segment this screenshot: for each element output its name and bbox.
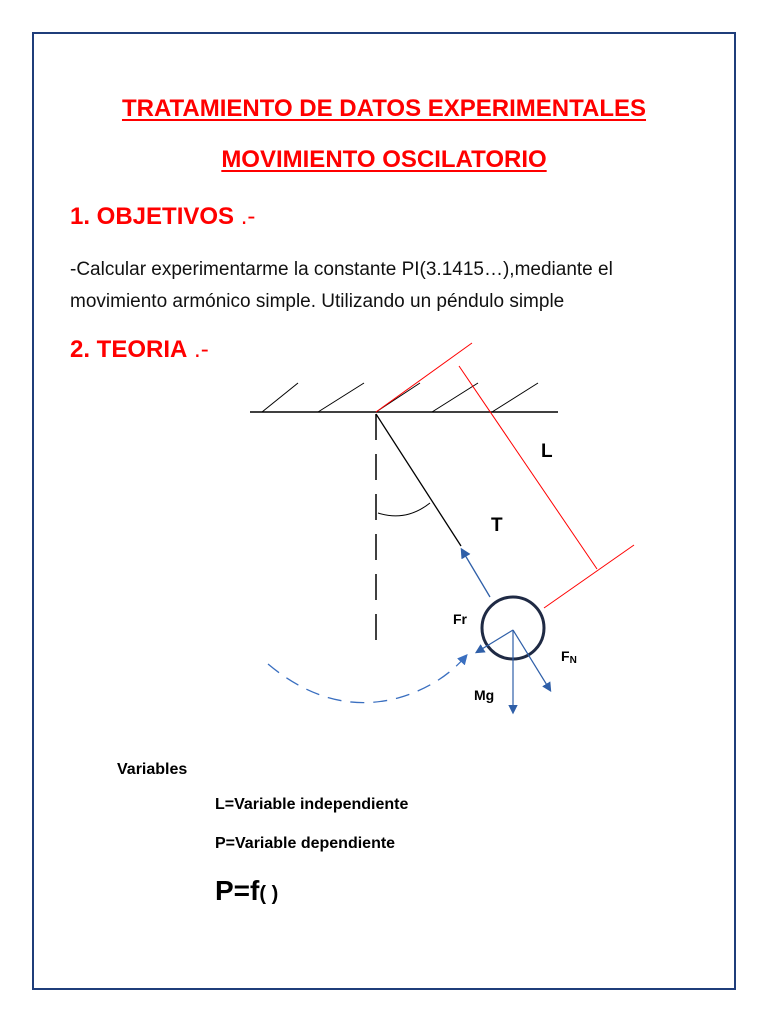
pendulum-string: [376, 414, 461, 546]
ceiling-hatching: [262, 383, 538, 412]
formula-main: P=f: [215, 875, 260, 906]
function-formula: [215, 875, 278, 907]
objective-line-2: movimiento armónico simple. Utilizando un péndulo simple: [70, 291, 565, 312]
length-dimension: [376, 343, 634, 608]
document-subtitle: MOVIMIENTO OSCILATORIO: [221, 146, 547, 173]
label-normal-main: F: [561, 648, 570, 664]
tension-vector: [462, 550, 490, 597]
swing-path-arc: [268, 656, 466, 703]
label-normal-force: [561, 648, 577, 666]
label-length: L: [541, 441, 553, 462]
section-teoria-title: 2. TEORIA: [70, 336, 188, 363]
objective-line-1: -Calcular experimentarme la constante PI(3.1415…),mediante el: [70, 259, 613, 280]
label-friction: Fr: [453, 611, 467, 627]
independent-variable: L=Variable independiente: [215, 796, 409, 813]
variables-heading: Variables: [117, 761, 188, 778]
label-normal-sub: N: [569, 655, 577, 666]
section-teoria-suffix: .-: [187, 336, 209, 363]
label-weight: Mg: [474, 687, 495, 703]
label-tension: T: [491, 515, 503, 536]
dependent-variable: P=Variable dependiente: [215, 835, 396, 852]
section-objetivos-suffix: .-: [234, 203, 256, 230]
document-title: TRATAMIENTO DE DATOS EXPERIMENTALES: [121, 95, 647, 122]
angle-arc: [378, 503, 430, 516]
formula-parentheses: ( ): [259, 883, 279, 905]
section-objetivos-title: 1. OBJETIVOS: [70, 203, 235, 230]
